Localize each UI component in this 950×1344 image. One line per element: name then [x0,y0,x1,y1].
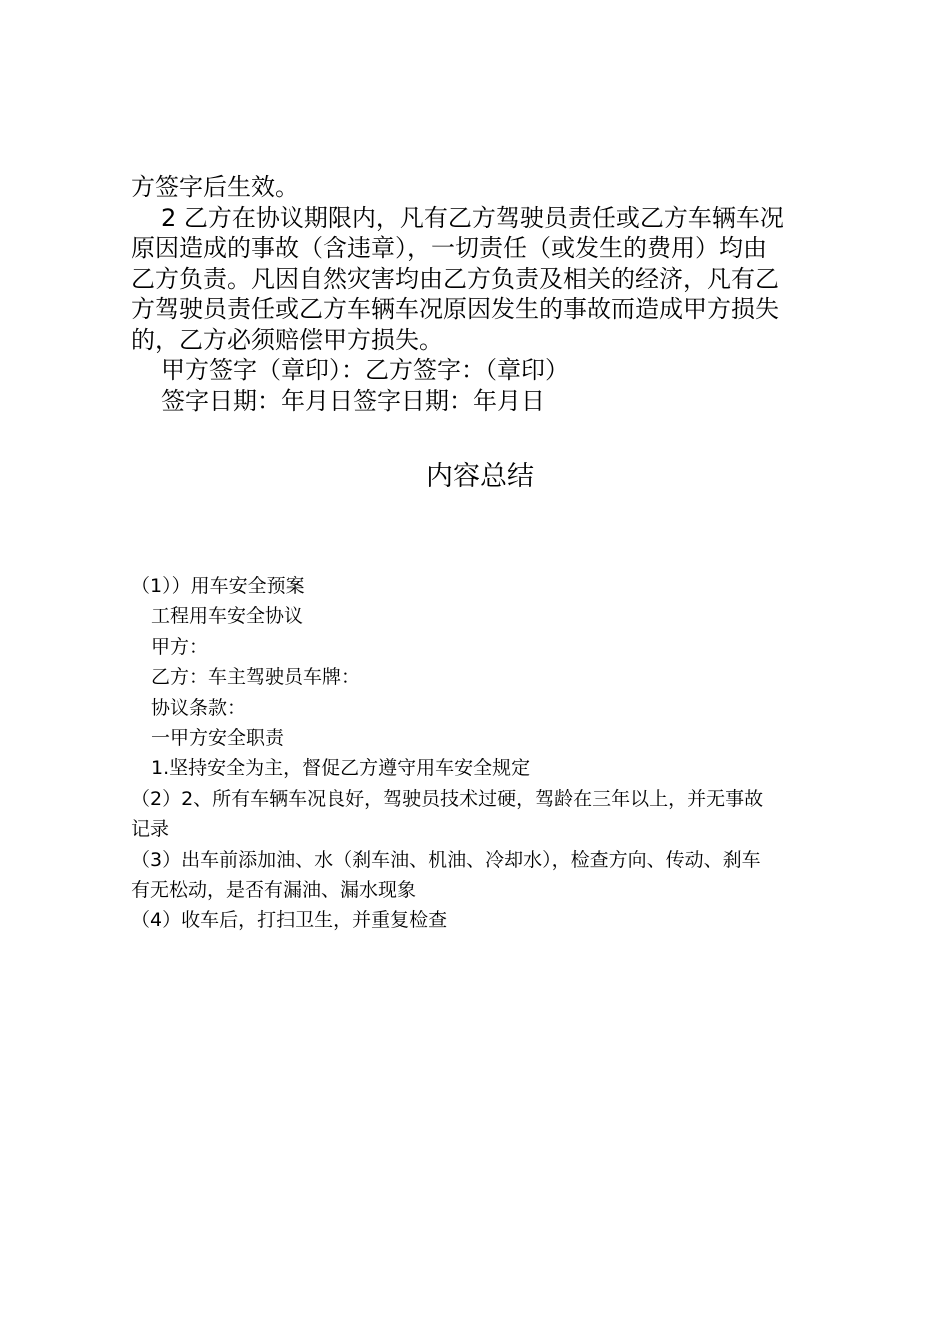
summary-item: 有无松动，是否有漏油、漏水现象 [131,878,417,901]
summary-item: 一甲方安全职责 [151,726,285,749]
paragraph-line: 2 乙方在协议期限内，凡有乙方驾驶员责任或乙方车辆车况 [161,203,784,232]
summary-item: 乙方：车主驾驶员车牌： [151,666,361,689]
summary-item: （1））用车安全预案 [131,575,305,597]
paragraph-line: 原因造成的事故（含违章），一切责任（或发生的费用）均由 [131,234,767,262]
summary-item: （4）收车后，打扫卫生，并重复检查 [131,909,448,932]
summary-item: 记录 [131,818,170,841]
paragraph-line: 方驾驶员责任或乙方车辆车况原因发生的事故而造成甲方损失 [131,295,779,323]
paragraph-line: 的，乙方必须赔偿甲方损失。 [131,325,443,354]
signature-line: 甲方签字（章印）：乙方签字：（章印） [161,356,569,384]
summary-item: （2）2、所有车辆车况良好，驾驶员技术过硬，驾龄在三年以上，并无事故 [131,787,764,810]
summary-item: 甲方： [151,635,209,658]
summary-item: 工程用车安全协议 [151,605,304,628]
date-line: 签字日期：年月日签字日期：年月日 [161,386,545,415]
paragraph-line: 乙方负责。凡因自然灾害均由乙方负责及相关的经济，凡有乙 [131,264,779,293]
summary-list [131,571,831,936]
summary-item: 协议条款： [151,696,247,719]
summary-item: （3）出车前添加油、水（刹车油、机油、冷却水），检查方向、传动、刹车 [131,848,761,871]
paragraph-line: 方签字后生效。 [131,173,299,201]
summary-item: 1.坚持安全为主，督促乙方遵守用车安全规定 [151,757,531,780]
summary-heading: 内容总结 [426,461,534,492]
agreement-text [131,172,831,416]
